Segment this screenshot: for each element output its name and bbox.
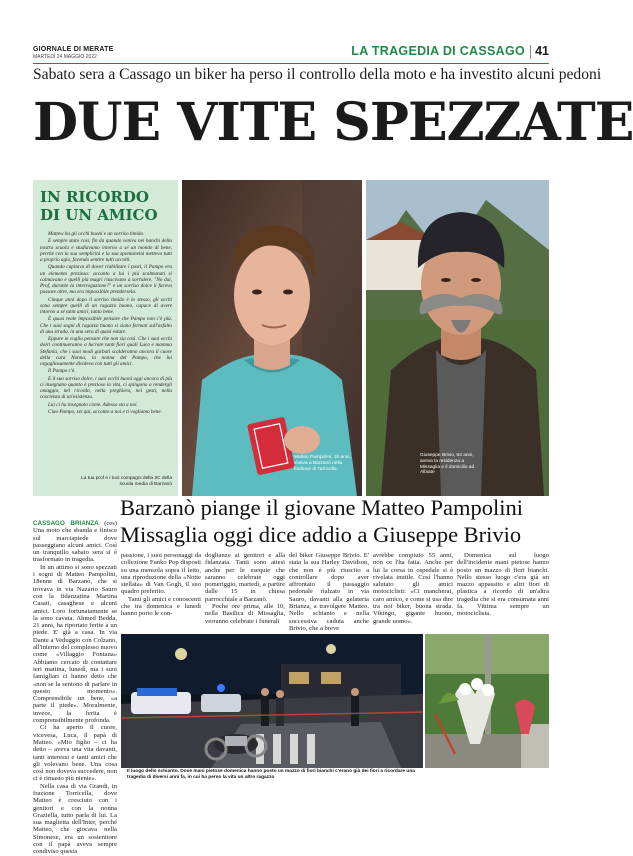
article-column-6 — [457, 552, 549, 636]
section-title: LA TRAGEDIA DI CASSAGO — [351, 44, 525, 58]
article-paragraph: Nella casa di via Grandi, in frazione Torricella, dove Matteo è cresciuto con i genitori e con la nonna Graziella, tutto parla di lui. La sua maglietta dell'Inter, perché Matteo, che giocava nella Simonese, era un sostenitore con il papà aveva sempre condiviso questa — [33, 782, 117, 856]
poem-paragraph: Ciao Pampo, sei qui, accanto a noi e ti vogliamo bene. — [48, 409, 162, 416]
publication-date: MARTEDÌ 24 MAGGIO 2022 — [33, 54, 97, 60]
article-paragraph: Poche ore prima, alle 10, nella Basilica di Missaglia, verranno celebrate i funerali — [205, 603, 285, 625]
subhead — [120, 494, 550, 548]
photo-caption: Giuseppe Brivio, 64 anni, aveva la residenza a Missaglia e il domicilio ad Albiate — [420, 453, 475, 476]
poem-paragraph: Cinque anni dopo il sorriso timido è lo stesso, gli occhi sono sempre quelli di un ragazzo buono, capace di avere intorno a sé tanti amici, tanto bene. — [40, 296, 172, 315]
photo-caption: Il luogo dello schianto. Dove mani pietose domenica hanno posto un mazzo di fiori bianchi c'erano già dei fiori a ricordare una tragedia di diversi anni fa, in cui ha perso la vita un altro ragazzo — [127, 769, 415, 780]
poem-paragraph: È quasi reale impossibile pensare che Pampo non c'è più. Che i suoi sogni di ragazzo buono si siano fermati sull'asfalto di una strada, in una sera di quasi estate. — [40, 316, 172, 335]
headline: DUE VITE SPEZZATE — [33, 92, 633, 153]
memorial-title: IN RICORDO DI UN AMICO — [40, 188, 158, 224]
poem-paragraph: E sempre stato così, fin da quando veniva nei banchi della nostra scuola e studiavamo intorno a sé un mondo di bene, perché con la sua semplicità e la sua spontaneità metteva tutti a proprio agio, facendo sentire tutti accolti. — [40, 238, 172, 263]
article-paragraph: Tanti gli amici e conoscenti che tra domenica e lunedì hanno porto le con- — [121, 595, 201, 618]
article-column-3 — [205, 552, 285, 632]
poem-paragraph: Quando capitava di dover riabilitare i posti, il Pampo era un elemento prezioso: accanto a lui i più scalmanati si calmavano e quelli più magri riuscivano a sorridere. "No dai, Prof, durante la interrogazione?" e un sorriso dolce li faceva passare oltre, ma era impossibile prendersela. — [40, 264, 172, 296]
article-paragraph: del biker Giuseppe Brivio. E' stata la sua Harley Davidson, che non è più riuscito a controllare dopo aver affrontato il passaggio pedonale rialzato in via Sauro, davanti alla gelateria Brianza, a travolgere Matteo. Nello schianto e nella successiva caduta anche Brivio, che a breve — [289, 552, 369, 632]
photo-accident-scene — [121, 634, 423, 768]
article-paragraph: In un attimo si sono spezzati i sogni di Matteo Pampolini, 18enne di Barzanò, che si trovava in via Nazario Sauro con la fidanzatina Martina Casati, casaghese e alcuni amici. Loro fortunatamente se la sono cavata. Ahmed Bedda, 21 anni, ha riportato ferite a un piede. E' già a casa. In via Dante a Veduggio con Colzano, all'interno del complesso nuovo come «Villaggio Fontana» Abbiamo cercato di contattare ieri mattina, lunedì, ma i suoi famigliari ci hanno detto che «non se la sentono di parlare in questo momento». Comprensibile un bene, «a parte il piede». Moralmente, invece, la ferita è comprensibilmente profonda. — [33, 563, 117, 725]
page-header — [33, 42, 549, 64]
divider — [530, 45, 531, 59]
photo-matteo — [182, 180, 362, 496]
page-number: 41 — [535, 44, 549, 58]
article-paragraph: passione, i suoi personaggi da collezione Funko Pop disposti su una mensola sopra il letto, una riproduzione della «Notte stellata» di Van Gogh, il suo quadro preferito. — [121, 552, 201, 596]
article-paragraph: Domenica sul luogo dell'incidente mani pietose hanno posto un mazzo di fiori bianchi. Nello stesso luogo c'era già un mazzo appassito e altri fiori di plastica a ricordo di un'altra tragedia che si era consumata anni fa. Vittima sempre un motociclista. — [457, 552, 549, 618]
article-paragraph: Ci ha aperto il cuore, vicevesa, Luca, il papà di Matteo. «Mio figlio – ci ha detto – aveva una vita davanti, tanti interessi e tanti amici che gli volevano bene. Una cosa così non doveva succedere, non ci è rimasto più niente». — [33, 724, 117, 783]
article-paragraph: avrebbe compiuto 55 anni, non ce l'ha fatta. Anche per lui la corsa in ospedale si è rivelata inutile. Così l'hanno salutato gli amici motociclisti: «Ci mancherai, caro amico, e come si usa dire tra noi biker, buona strada. Vikingo, gigante buono, grande uomo». — [373, 552, 453, 625]
publication-name: GIORNALE DI MERATE — [33, 46, 114, 53]
article-paragraph: doglianze ai genitori e alla fidanzata. Tanti sono attesi anche per le esequie che saranno celebrate oggi pomeriggio, martedì, a partire dalle 15 in chiesa parrocchiale a Barzanò. — [205, 552, 285, 603]
poem-paragraph: Lui ci ha insegnato come. Adesso sta a noi. — [48, 401, 138, 408]
photo-caption: Matteo Pampolini, 18 anni, viveva a Barzanò nella frazione di Torricella — [294, 455, 351, 472]
subhead-line: Missaglia oggi dice addio a Giuseppe Brivio — [120, 522, 522, 547]
memorial-box — [33, 180, 178, 496]
photo-flowers — [425, 634, 549, 768]
article-column-1 — [33, 520, 117, 856]
poem-paragraph: Mattew ha gli occhi buoni e un sorriso timido. — [48, 231, 145, 237]
kicker: Sabato sera a Cassago un biker ha perso il controllo della moto e ha investito alcuni pedoni — [33, 66, 602, 83]
photo-giuseppe — [366, 180, 549, 496]
article-column-5 — [373, 552, 453, 632]
article-paragraph: (ces) Una moto che sbanda e finisce sul marciapiede dove passeggiano alcuni amici. Così un tranquillo sabato sera si è trasformato in tragedia. — [33, 520, 117, 564]
article-column-4 — [289, 552, 369, 632]
dateline: CASSAGO BRIANZA — [33, 520, 99, 527]
poem-paragraph: E il suo sorriso dolce, i suoi occhi buoni oggi ancora di più ci insegnano quanto è prezioso la vita, ci spingono a rendergli omaggio, nel ricordo, nella preghiera, nei gesti, nella coscienza di un'esistenza. — [40, 375, 172, 401]
article-column-2 — [121, 552, 201, 632]
memorial-signature: La tua prof e i tuoi compagni della 3C della scuola media di Barzanò — [81, 476, 172, 487]
subhead-line: Barzanò piange il giovane Matteo Pampolini — [120, 495, 524, 520]
poem-paragraph: Eppure in voglio pensare che non sia così. Che i suoi occhi dolci continueranno a lucrare tanti fiori quali Luca e mamma Stefania, che i suoi modi garbati scalderanno ancora il cuore della cara Nonna, la nonna del Pampo, che lui orgogliosamente divideva con tutti gli amici. — [40, 336, 172, 367]
poem-paragraph: Il Pampo c'è. — [48, 368, 76, 375]
memorial-poem — [40, 231, 172, 417]
